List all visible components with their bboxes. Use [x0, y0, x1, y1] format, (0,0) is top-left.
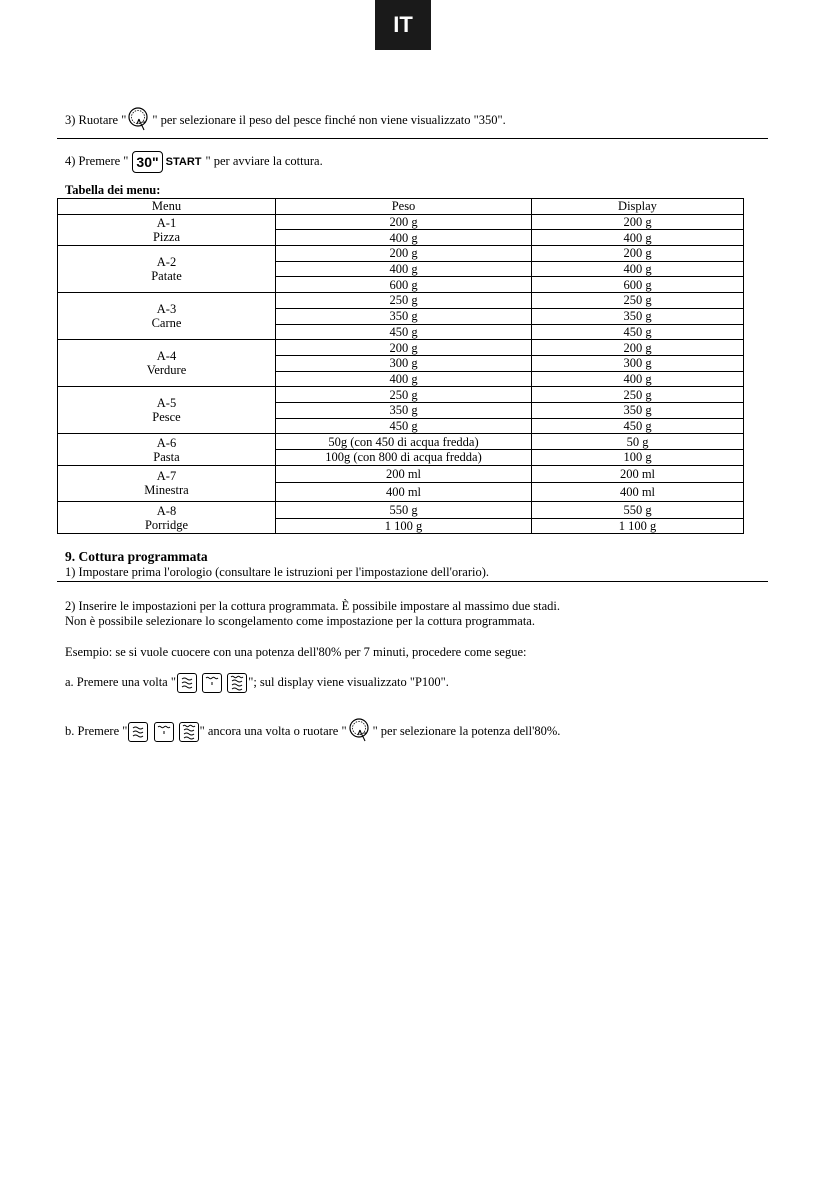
section-title: 9. Cottura programmata [65, 549, 208, 564]
table-header-row [58, 199, 744, 215]
table-row [58, 501, 744, 518]
weight-cell: 400 ml [276, 482, 532, 501]
weight-cell: 100g (con 800 di acqua fredda) [276, 450, 532, 466]
table-row [58, 246, 744, 262]
display-cell: 450 g [532, 418, 744, 434]
display-cell: 400 g [532, 261, 744, 277]
weight-cell: 350 g [276, 308, 532, 324]
display-cell: 50 g [532, 434, 744, 450]
display-cell: 200 g [532, 340, 744, 356]
step-b-instruction [65, 717, 560, 747]
section-9-step-2-line-1: 2) Inserire le impostazioni per la cottura programmata. È possibile impostare al massimo due stadi. [65, 599, 561, 613]
display-cell: 400 g [532, 371, 744, 387]
menu-cell: A-4 Verdure [58, 340, 276, 387]
weight-cell: 200 g [276, 340, 532, 356]
start-30s-button-icon [132, 151, 201, 173]
display-cell: 400 g [532, 230, 744, 246]
weight-cell: 350 g [276, 402, 532, 418]
weight-cell: 250 g [276, 387, 532, 403]
weight-cell: 400 g [276, 371, 532, 387]
step-b-text-before: b. Premere " [65, 723, 128, 738]
grill-icon [202, 673, 222, 693]
menu-cell: A-3 Carne [58, 293, 276, 340]
step-4-text-after: " per avviare la cottura. [205, 153, 323, 168]
menu-cell: A-1 Pizza [58, 214, 276, 245]
example-text: Esempio: se si vuole cuocere con una potenza dell'80% per 7 minuti, procedere come segue: [65, 645, 527, 659]
menu-cell: A-2 Patate [58, 246, 276, 293]
weight-cell: 450 g [276, 418, 532, 434]
section-9-heading [65, 549, 208, 565]
display-cell: 200 g [532, 246, 744, 262]
header-menu: Menu [58, 199, 276, 215]
display-cell: 200 g [532, 214, 744, 230]
weight-cell: 400 g [276, 261, 532, 277]
step-4-text-before: 4) Premere " [65, 153, 129, 168]
start-30s-number: 30" [132, 151, 162, 173]
step-a-text-after: "; sul display viene visualizzato "P100". [248, 674, 449, 689]
step-3-instruction [65, 106, 506, 136]
display-cell: 600 g [532, 277, 744, 293]
menu-cell: A-5 Pesce [58, 387, 276, 434]
weight-cell: 50g (con 450 di acqua fredda) [276, 434, 532, 450]
menu-cell: A-8 Porridge [58, 501, 276, 534]
language-badge: IT [375, 0, 431, 50]
table-row [58, 340, 744, 356]
header-peso: Peso [276, 199, 532, 215]
weight-cell: 550 g [276, 501, 532, 518]
menu-cell: A-6 Pasta [58, 434, 276, 465]
microwave-power-icon [177, 673, 197, 693]
combi-icon [179, 722, 199, 742]
weight-cell: 200 g [276, 214, 532, 230]
display-cell: 250 g [532, 293, 744, 309]
step-b-text-after: " per selezionare la potenza dell'80%. [372, 723, 561, 738]
divider [57, 581, 768, 582]
grill-icon [154, 722, 174, 742]
step-a-instruction [65, 673, 449, 693]
table-row [58, 293, 744, 309]
display-cell: 100 g [532, 450, 744, 466]
display-cell: 1 100 g [532, 518, 744, 534]
display-cell: 250 g [532, 387, 744, 403]
section-9-step-1: 1) Impostare prima l'orologio (consultare le istruzioni per l'impostazione dell'orario). [65, 565, 489, 579]
display-cell: 550 g [532, 501, 744, 518]
table-row [58, 434, 744, 450]
table-row [58, 214, 744, 230]
divider [57, 138, 768, 139]
step-3-text-after: " per selezionare il peso del pesce finché non viene visualizzato "350". [152, 112, 506, 127]
microwave-power-icon [128, 722, 148, 742]
weight-cell: 250 g [276, 293, 532, 309]
knob-turn-icon [347, 717, 373, 747]
step-3-text-before: 3) Ruotare " [65, 112, 127, 127]
weight-cell: 400 g [276, 230, 532, 246]
section-9-step-2-line-2: Non è possibile selezionare lo scongelamento come impostazione per la cottura programmata. [65, 614, 535, 628]
start-label: START [165, 156, 202, 168]
knob-turn-icon [126, 106, 152, 136]
display-cell: 350 g [532, 402, 744, 418]
menu-table [57, 198, 744, 534]
display-cell: 350 g [532, 308, 744, 324]
weight-cell: 1 100 g [276, 518, 532, 534]
weight-cell: 200 g [276, 246, 532, 262]
weight-cell: 300 g [276, 355, 532, 371]
step-4-instruction [65, 151, 323, 173]
display-cell: 200 ml [532, 465, 744, 482]
weight-cell: 450 g [276, 324, 532, 340]
menu-table-title: Tabella dei menu: [65, 183, 161, 197]
weight-cell: 200 ml [276, 465, 532, 482]
weight-cell: 600 g [276, 277, 532, 293]
table-row [58, 387, 744, 403]
combi-icon [227, 673, 247, 693]
menu-cell: A-7 Minestra [58, 465, 276, 501]
table-row [58, 465, 744, 482]
step-b-text-middle: " ancora una volta o ruotare " [199, 723, 347, 738]
display-cell: 450 g [532, 324, 744, 340]
header-display: Display [532, 199, 744, 215]
display-cell: 300 g [532, 355, 744, 371]
display-cell: 400 ml [532, 482, 744, 501]
step-a-text-before: a. Premere una volta " [65, 674, 176, 689]
